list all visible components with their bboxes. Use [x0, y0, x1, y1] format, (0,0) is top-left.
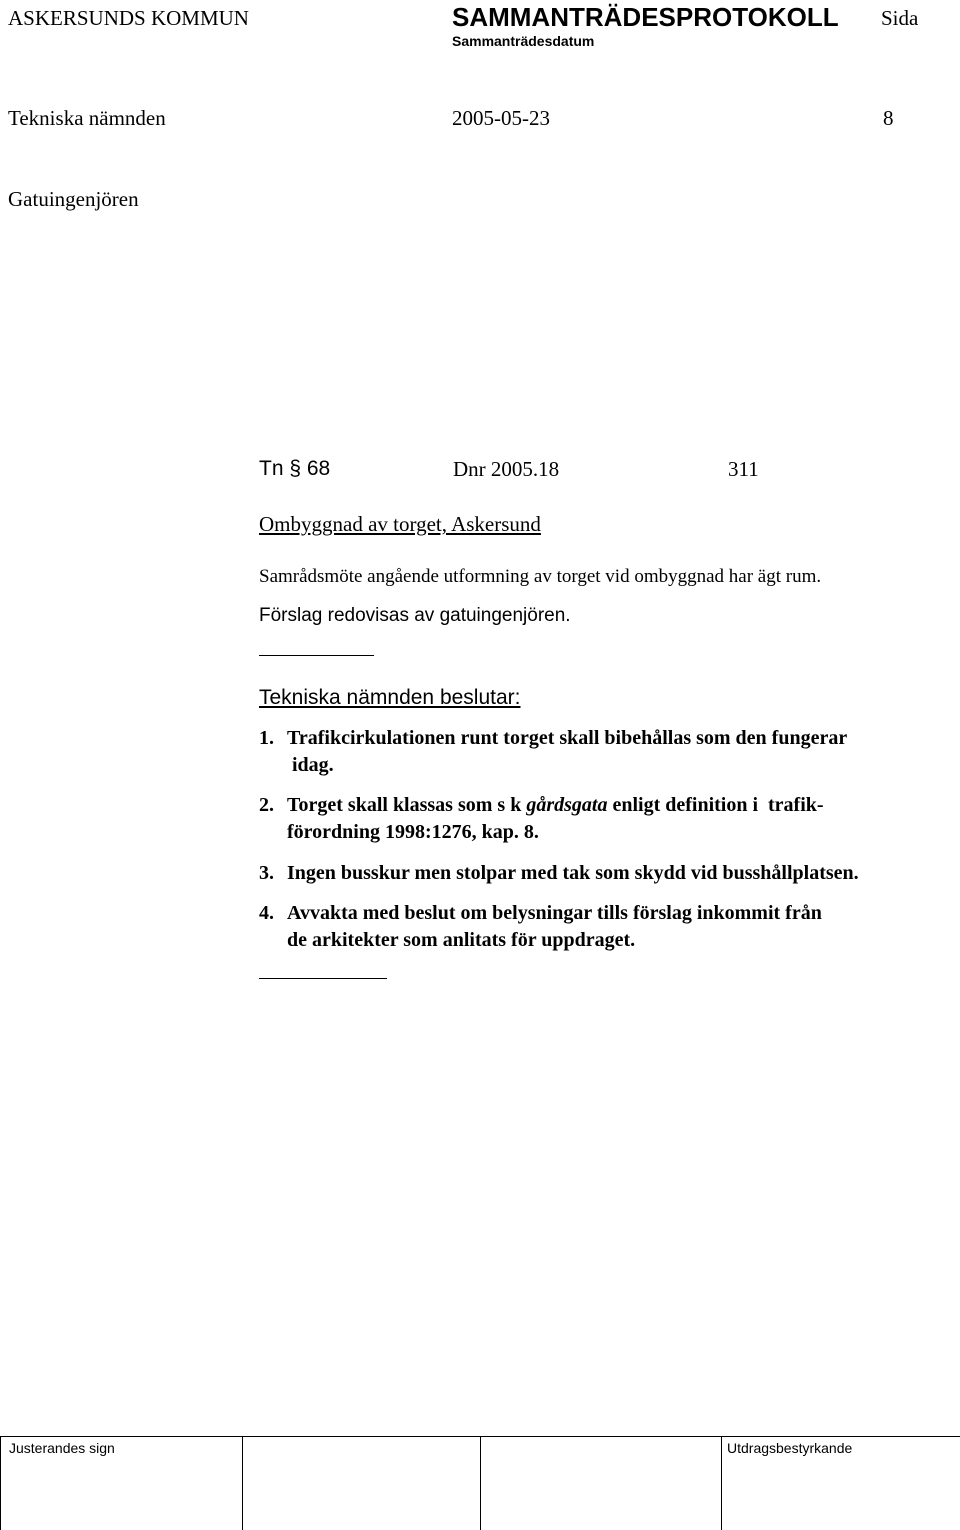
case-dnr: Dnr 2005.18 — [453, 457, 560, 481]
case-text: Samrådsmöte angående utformning av torget vid ombyggnad har ägt rum. — [259, 566, 822, 587]
footer-sign-label: Justerandes sign — [9, 1440, 115, 1456]
item-text-continued: de arkitekter som anlitats för uppdraget. — [287, 929, 636, 951]
item-text: enligt definition i trafik- — [607, 794, 824, 816]
item-text: Avvakta med beslut om belysningar tills förslag inkommit från — [287, 902, 822, 924]
item-emphasis: gårdsgata — [526, 794, 608, 816]
divider — [259, 978, 387, 979]
item-text: Torget skall klassas som s k — [287, 794, 527, 816]
item-number: 1. — [259, 727, 274, 749]
municipality-name: ASKERSUNDS KOMMUN — [8, 6, 249, 30]
meeting-date-label: Sammanträdesdatum — [452, 33, 595, 49]
meeting-date: 2005-05-23 — [452, 106, 550, 130]
item-number: 4. — [259, 902, 274, 924]
case-proposal: Förslag redovisas av gatuingenjören. — [259, 605, 571, 626]
footer-extract-label: Utdragsbestyrkande — [727, 1440, 853, 1456]
item-text: Ingen busskur men stolpar med tak som skydd vid busshållplatsen. — [287, 862, 859, 884]
item-number: 2. — [259, 794, 274, 816]
decision-heading: Tekniska nämnden beslutar: — [259, 686, 521, 709]
column-divider — [242, 1437, 243, 1530]
department: Gatuingenjören — [8, 187, 139, 211]
case-number: 311 — [728, 457, 759, 481]
decision-item — [259, 860, 959, 887]
item-text: Trafikcirkulationen runt torget skall bibehållas som den fungerar — [287, 727, 848, 749]
document-type: SAMMANTRÄDESPROTOKOLL — [452, 2, 839, 32]
case-title: Ombyggnad av torget, Askersund — [259, 512, 541, 536]
item-number: 3. — [259, 862, 274, 884]
case-paragraph: Tn § 68 — [259, 457, 331, 480]
column-divider — [721, 1437, 722, 1530]
footer-signature-table — [0, 1436, 960, 1530]
committee-name: Tekniska nämnden — [8, 106, 166, 130]
decision-item — [259, 900, 959, 954]
decision-item — [259, 792, 959, 846]
page-label: Sida — [881, 6, 919, 30]
divider — [259, 655, 374, 656]
item-text-continued: förordning 1998:1276, kap. 8. — [287, 821, 539, 843]
item-text-continued: idag. — [292, 754, 334, 776]
page-number: 8 — [883, 106, 894, 130]
column-divider — [480, 1437, 481, 1530]
decision-item — [259, 725, 959, 779]
